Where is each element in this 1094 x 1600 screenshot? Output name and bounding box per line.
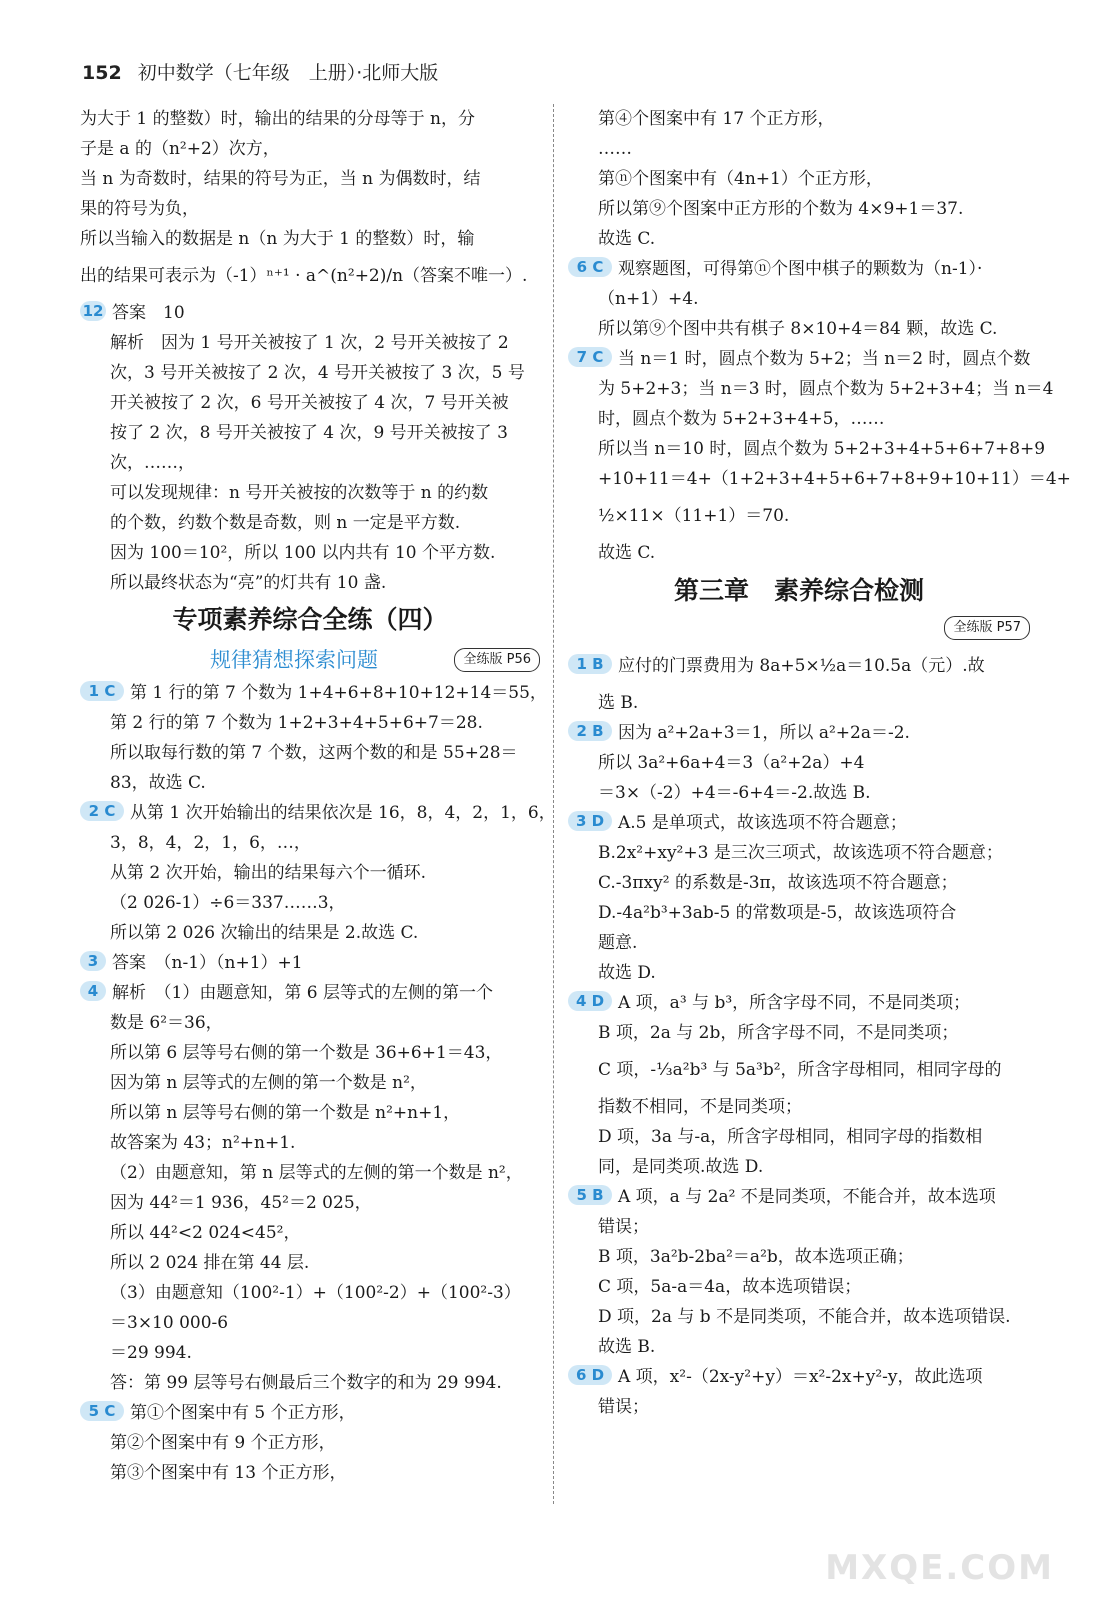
text-line: ＝3×（-2）+4＝-6+4＝-2.故选 B. [598, 783, 871, 803]
book-title: 初中数学（七年级 上册）·北师大版 [137, 62, 439, 84]
text-line: 第 2 行的第 7 个数为 1+2+3+4+5+6+7＝28. [110, 713, 483, 733]
text-line: 同，是同类项.故选 D. [598, 1157, 764, 1177]
question-badge: 4 [80, 981, 106, 1001]
question-badge: 1 C [80, 681, 124, 701]
text-line: 为大于 1 的整数）时，输出的结果的分母等于 n，分 [80, 109, 475, 129]
text-line: 所以最终状态为“亮”的灯共有 10 盏. [110, 573, 387, 593]
text-line: 子是 a 的（n²+2）次方， [80, 139, 280, 159]
text-line: 次，……， [110, 453, 195, 473]
reference-badge: 全练版 P57 [944, 616, 1030, 640]
text-line: 开关被按了 2 次，6 号开关被按了 4 次，7 号开关被 [110, 393, 509, 413]
text-line: 指数不相同，不是同类项； [598, 1097, 802, 1117]
right-column [568, 104, 1071, 1422]
text-line: 按了 2 次，8 号开关被按了 4 次，9 号开关被按了 3 [110, 423, 508, 443]
text-line: 错误； [598, 1397, 649, 1417]
text-line: B 项，3a²b-2ba²＝a²b，故本选项正确； [598, 1247, 914, 1267]
text-line: 所以第 6 层等号右侧的第一个数是 36+6+1＝43， [110, 1043, 503, 1063]
text-line: 解析 因为 1 号开关被按了 1 次，2 号开关被按了 2 [110, 333, 509, 353]
question-badge: 7 C [568, 347, 612, 367]
text-line: ½×11×（11+1）＝70. [598, 506, 790, 526]
text-line: 故选 B. [598, 1337, 656, 1357]
text-line: 故选 C. [598, 543, 656, 563]
text-line: 故答案为 43；n²+n+1. [110, 1133, 296, 1153]
text-line: （2 026-1）÷6＝337……3， [110, 893, 346, 913]
question-badge: 2 C [80, 801, 124, 821]
question-badge: 5 B [568, 1185, 612, 1205]
text-line: 所以第⑨个图案中正方形的个数为 4×9+1＝37. [598, 199, 964, 219]
question-badge: 5 C [80, 1401, 124, 1421]
text-line: 题意. [598, 933, 638, 953]
text-line: 因为第 n 层等式的左侧的第一个数是 n²， [110, 1073, 427, 1093]
text-line: D 项，2a 与 b 不是同类项，不能合并，故本选项错误. [598, 1307, 1011, 1327]
answer-line: 7 C 当 n＝1 时，圆点个数为 5+2；当 n＝2 时，圆点个数 [568, 344, 1030, 374]
question-badge: 4 D [568, 991, 612, 1011]
text-line: 因为 100＝10²，所以 100 以内共有 10 个平方数. [110, 543, 496, 563]
answer-line: 1 C 第 1 行的第 7 个数为 1+4+6+8+10+12+14＝55， [80, 678, 540, 708]
text-line: （3）由题意知（100²-1）+（100²-2）+（100²-3） [110, 1283, 521, 1303]
answer-line: 6 D A 项，x²-（2x-y²+y）＝x²-2x+y²-y，故此选项 [568, 1362, 1030, 1392]
watermark: MXQE.COM [825, 1548, 1054, 1588]
answer-line: 4 解析 （1）由题意知，第 6 层等式的左侧的第一个 [80, 978, 540, 1008]
answer-line: 2 B 因为 a²+2a+3＝1，所以 a²+2a＝-2. [568, 718, 1030, 748]
text-line: 答：第 99 层等号右侧最后三个数字的和为 29 994. [110, 1373, 502, 1393]
answer-line: 1 B 应付的门票费用为 8a+5×½a＝10.5a（元）.故 [568, 644, 1030, 688]
question-badge: 2 B [568, 721, 612, 741]
text-line: 因为 44²＝1 936，45²＝2 025， [110, 1193, 372, 1213]
text-line: 错误； [598, 1217, 649, 1237]
text-line: C 项，5a-a＝4a，故本选项错误； [598, 1277, 862, 1297]
text-line: 所以 2 024 排在第 44 层. [110, 1253, 310, 1273]
page-header [82, 58, 438, 85]
answer-line [80, 298, 540, 328]
text-line: 3，8，4，2，1，6，…， [110, 833, 311, 853]
text-line: 第ⓝ个图案中有（4n+1）个正方形， [598, 169, 883, 189]
text-line: 所以第 n 层等号右侧的第一个数是 n²+n+1， [110, 1103, 461, 1123]
text-line: 所以第 2 026 次输出的结果是 2.故选 C. [110, 923, 419, 943]
text-line: 可以发现规律：n 号开关被按的次数等于 n 的约数 [110, 483, 489, 503]
left-column [80, 104, 556, 1488]
text-line: 当 n 为奇数时，结果的符号为正，当 n 为偶数时，结 [80, 169, 481, 189]
text-line: B.2x²+xy²+3 是三次三项式，故该选项不符合题意； [598, 843, 1003, 863]
question-badge: 6 C [568, 257, 612, 277]
text-line: 选 B. [598, 693, 639, 713]
text-line: 83，故选 C. [110, 773, 206, 793]
text-line: C.-3πxy² 的系数是-3π，故该选项不符合题意； [598, 873, 958, 893]
text-line: 为 5+2+3；当 n＝3 时，圆点个数为 5+2+3+4；当 n＝4 [598, 379, 1054, 399]
text-line: 第②个图案中有 9 个正方形， [110, 1433, 336, 1453]
text-line: （n+1）+4. [598, 289, 699, 309]
reference-badge: 全练版 P56 [454, 648, 540, 672]
text-line: 的个数，约数个数是奇数，则 n 一定是平方数. [110, 513, 461, 533]
text-line: D.-4a²b³+3ab-5 的常数项是-5，故该选项符合 [598, 903, 957, 923]
text-line: 果的符号为负， [80, 199, 199, 219]
text-line: B 项，2a 与 2b，所含字母不同，不是同类项； [598, 1023, 959, 1043]
answer-line: 3 D A.5 是单项式，故该选项不符合题意； [568, 808, 1030, 838]
text-line: ＝3×10 000-6 [110, 1313, 229, 1333]
text-line: 故选 C. [598, 229, 656, 249]
text-line: 故选 D. [598, 963, 656, 983]
text-line: ＝29 994. [110, 1343, 192, 1363]
text-line: 数是 6²＝36， [110, 1013, 223, 1033]
reference-row [568, 614, 1030, 644]
text-line: 所以取每行数的第 7 个数，这两个数的和是 55+28＝ [110, 743, 518, 763]
text-line: D 项，3a 与-a，所含字母相同，相同字母的指数相 [598, 1127, 983, 1147]
text-line: 所以当输入的数据是 n（n 为大于 1 的整数）时，输 [80, 229, 475, 249]
text-line: 从第 2 次开始，输出的结果每六个一循环. [110, 863, 427, 883]
text-line: 次，3 号开关被按了 2 次，4 号开关被按了 3 次，5 号 [110, 363, 525, 383]
text-line: 所以第⑨个图中共有棋子 8×10+4＝84 颗，故选 C. [598, 319, 998, 339]
text-line: 第③个图案中有 13 个正方形， [110, 1463, 347, 1483]
text-line: 第④个图案中有 17 个正方形， [598, 109, 835, 129]
question-badge: 1 B [568, 654, 612, 674]
question-badge: 6 D [568, 1365, 612, 1385]
section-title: 专项素养综合全练（四） [172, 605, 448, 634]
answer-text: 答案 10 [112, 303, 185, 323]
text-line: 时，圆点个数为 5+2+3+4+5，…… [598, 409, 885, 429]
subtitle-row [80, 642, 540, 678]
text-line: C 项，-⅓a²b³ 与 5a³b²，所含字母相同，相同字母的 [598, 1060, 1002, 1080]
answer-line: 6 C 观察题图，可得第ⓝ个图中棋子的颗数为（n-1）· [568, 254, 1030, 284]
text-line: …… [598, 139, 632, 159]
text-line: 出的结果可表示为（-1）ⁿ⁺¹ · a^(n²+2)/n（答案不唯一）. [80, 266, 528, 286]
question-badge: 12 [80, 301, 106, 321]
answer-line: 5 B A 项，a 与 2a² 不是同类项，不能合并，故本选项 [568, 1182, 1030, 1212]
answer-line: 4 D A 项，a³ 与 b³，所含字母不同，不是同类项； [568, 988, 1030, 1018]
text-line: （2）由题意知，第 n 层等式的左侧的第一个数是 n²， [110, 1163, 523, 1183]
answer-line: 2 C 从第 1 次开始输出的结果依次是 16，8，4，2，1，6， [80, 798, 540, 828]
text-line: 所以当 n＝10 时，圆点个数为 5+2+3+4+5+6+7+8+9 [598, 439, 1046, 459]
section-subtitle: 规律猜想探索问题 [210, 648, 378, 672]
text-line: 所以 3a²+6a+4＝3（a²+2a）+4 [598, 753, 865, 773]
text-line: +10+11＝4+（1+2+3+4+5+6+7+8+9+10+11）＝4+ [598, 469, 1071, 489]
question-badge: 3 D [568, 811, 612, 831]
text-line: 所以 44²<2 024<45²， [110, 1223, 301, 1243]
answer-line: 5 C 第①个图案中有 5 个正方形， [80, 1398, 540, 1428]
answer-line: 3 答案 （n-1）（n+1）+1 [80, 948, 540, 978]
question-badge: 3 [80, 951, 106, 971]
section-title: 第三章 素养综合检测 [673, 576, 924, 605]
page-number: 152 [82, 62, 122, 84]
